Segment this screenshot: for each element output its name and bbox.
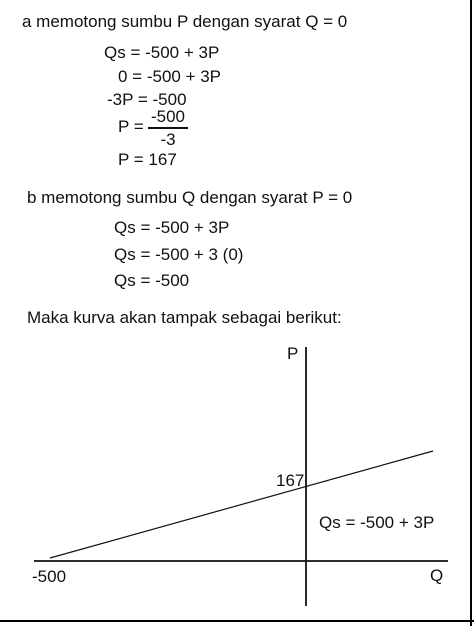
part-b-step-2: Qs = -500 + 3 (0) xyxy=(114,245,244,264)
fraction-denominator: -3 xyxy=(160,129,176,149)
curve-equation-label: Qs = -500 + 3P xyxy=(319,513,435,532)
conclusion-text: Maka kurva akan tampak sebagai berikut: xyxy=(27,308,342,327)
q-intercept-label: -500 xyxy=(32,567,67,586)
p-intercept-label: 167 xyxy=(276,471,305,490)
part-b-step-1: Qs = -500 + 3P xyxy=(114,218,230,237)
part-a-heading: a memotong sumbu P dengan syarat Q = 0 xyxy=(22,12,348,31)
p-axis-label: P xyxy=(287,344,299,363)
part-b-heading: b memotong sumbu Q dengan syarat P = 0 xyxy=(27,188,353,207)
supply-curve-line xyxy=(50,451,433,558)
part-a-step-2: 0 = -500 + 3P xyxy=(118,67,222,86)
fraction-numerator: -500 xyxy=(150,107,186,126)
part-a-step-4-lhs: P = xyxy=(118,117,144,136)
part-a-step-3: -3P = -500 xyxy=(107,90,187,109)
part-a-step-1: Qs = -500 + 3P xyxy=(104,43,220,62)
part-a-step-5: P = 167 xyxy=(118,150,177,169)
part-b-step-3: Qs = -500 xyxy=(114,271,190,290)
q-axis-label: Q xyxy=(430,566,444,585)
